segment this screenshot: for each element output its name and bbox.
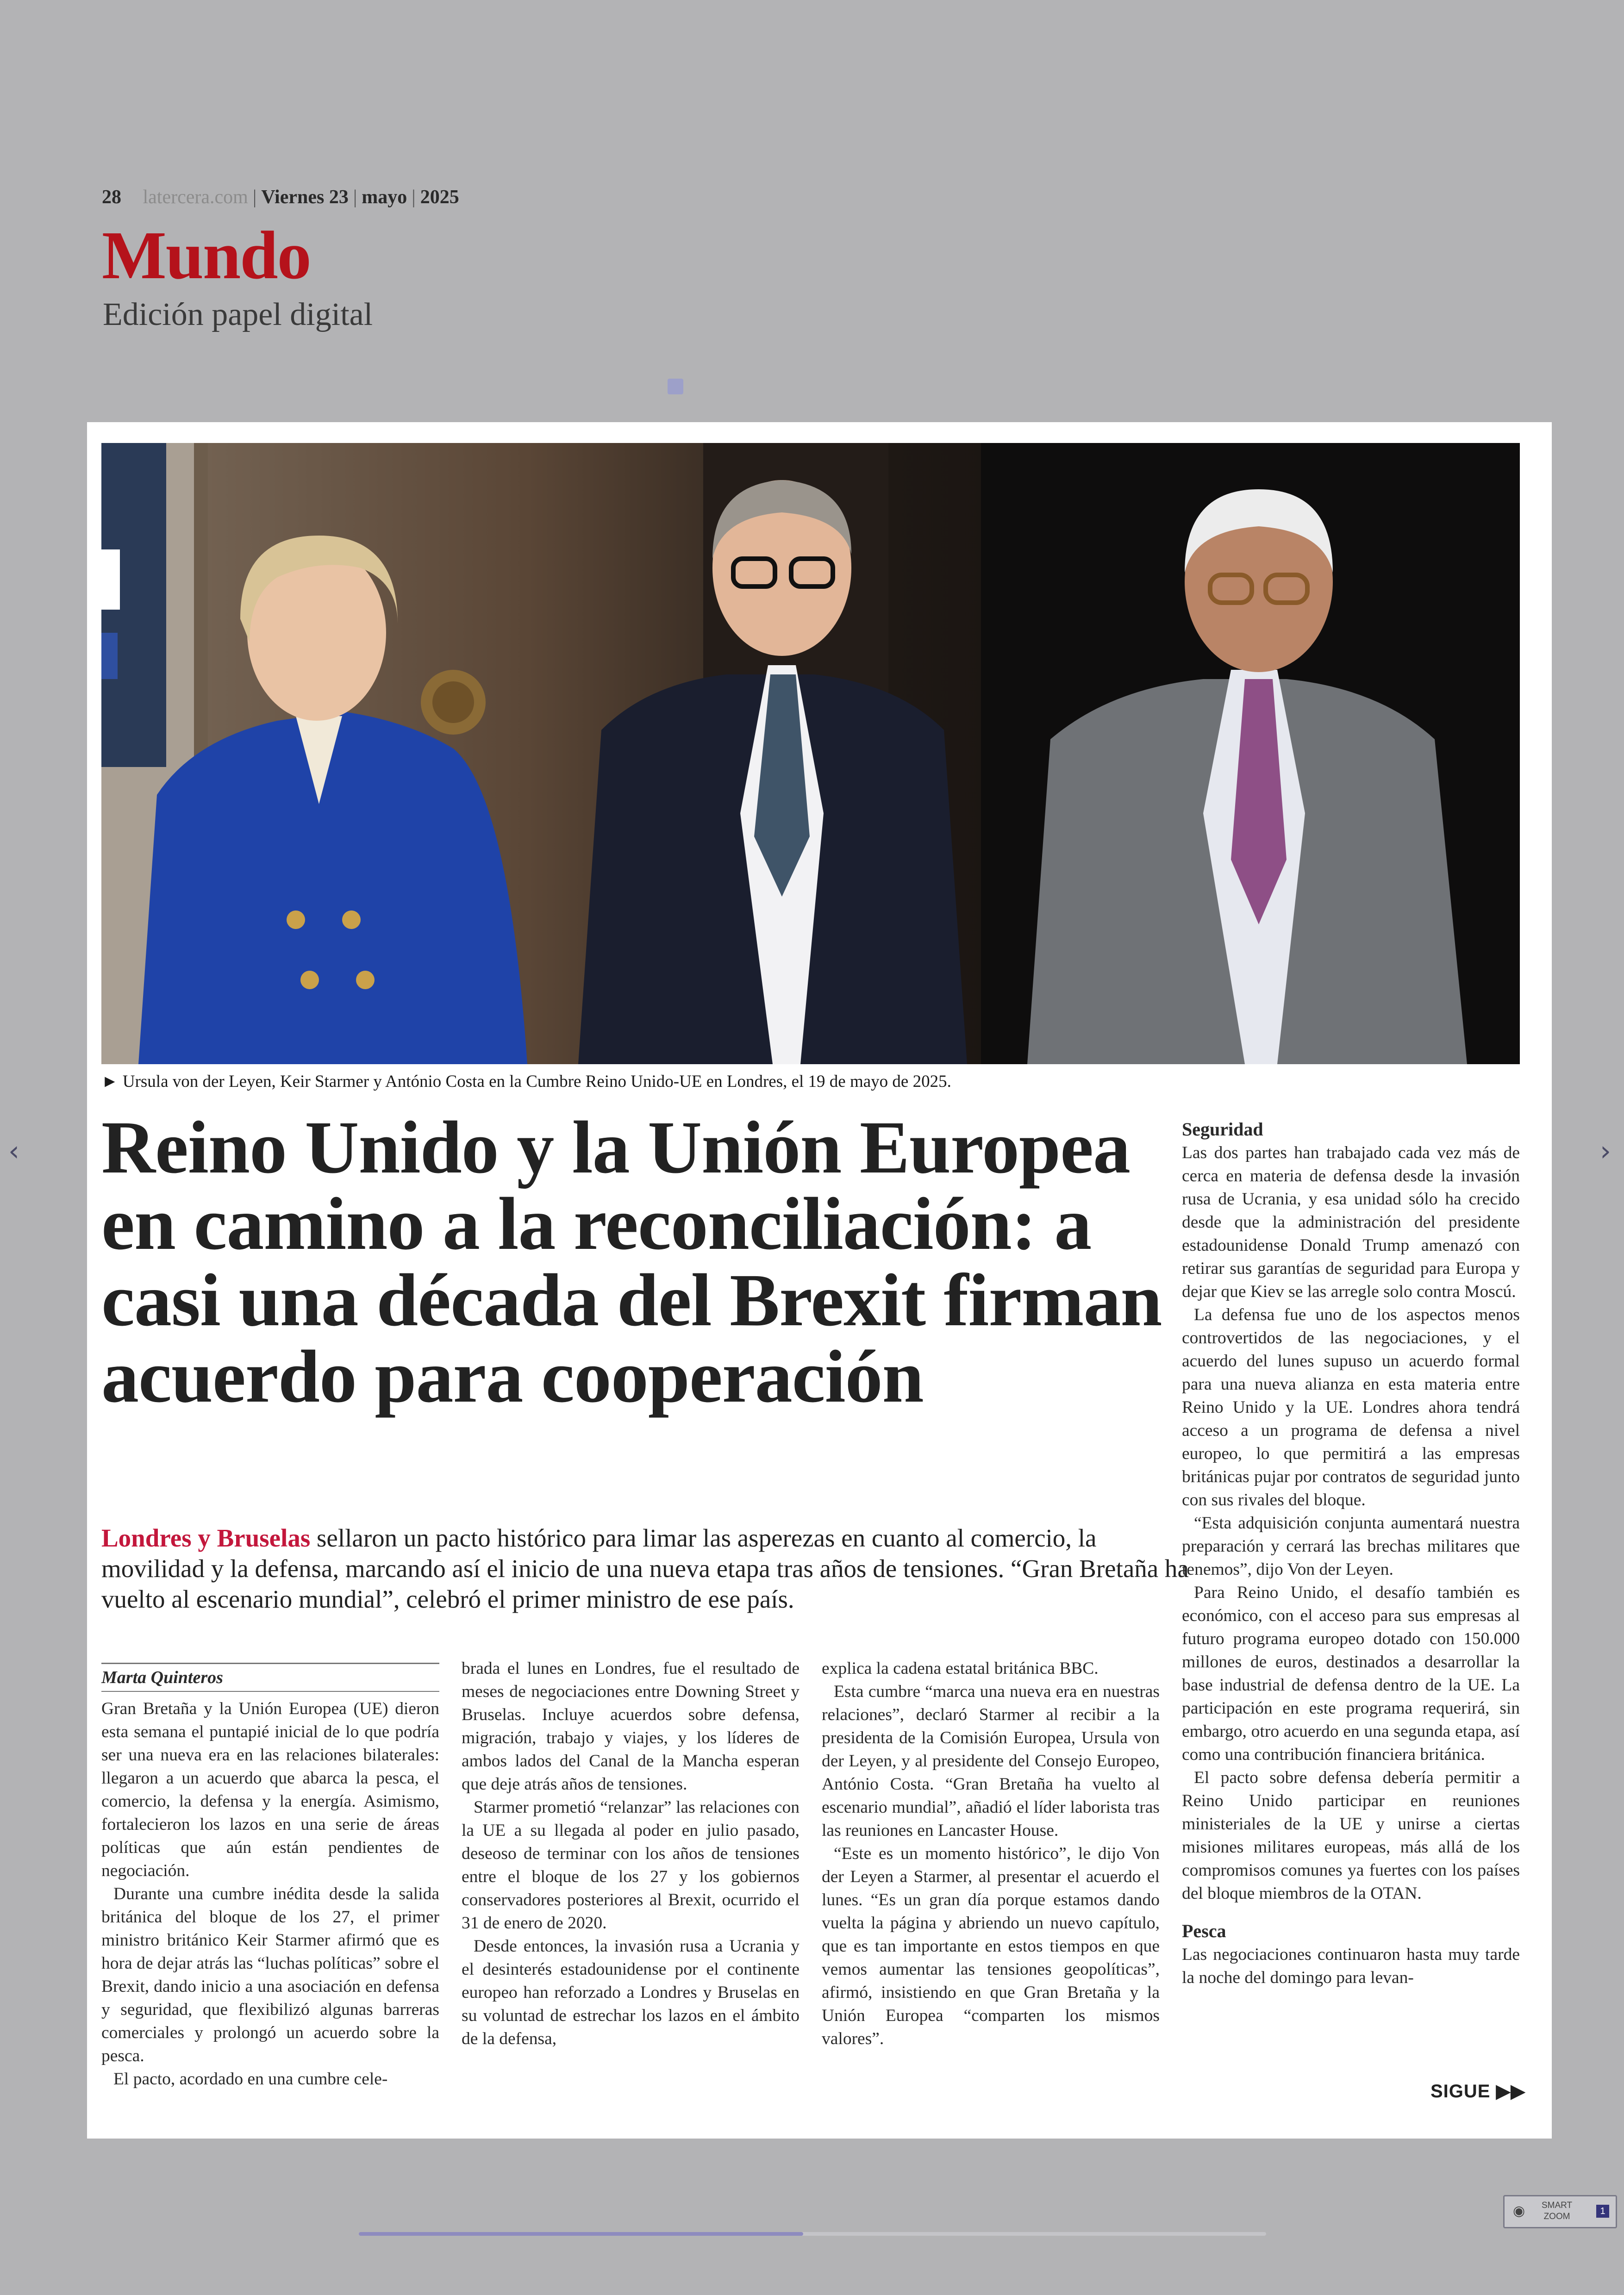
standfirst-text: sellaron un pacto histórico para limar las asperezas en cuanto al comercio, la movilidad y la defensa, marcando así el inicio de una nueva etapa tras años de tensiones. “Gran Bretaña ha vuelto al escenario mundial”, celebró el primer ministro de ese país. <box>101 1524 1189 1613</box>
paragraph: La defensa fue uno de los aspectos menos controvertidos de las negociaciones, y el acuerdo del lunes supuso un acuerdo formal para una nueva alianza en esta materia entre Reino Unido y la UE. Londres ahora tendrá acceso a un programa de defensa a nivel europeo, lo que permitirá a las empresas británicas pujar por contratos de seguridad junto con sus rivales del bloque. <box>1182 1305 1520 1509</box>
photo-caption: ► Ursula von der Leyen, Keir Starmer y António Costa en la Cumbre Reino Unido-UE en Londres, el 19 de mayo de 2025. <box>101 1072 951 1091</box>
previous-page-button[interactable]: ‹ <box>8 1135 19 1167</box>
paragraph: Para Reino Unido, el desafío también es económico, con el acceso para sus empresas al futuro programa europeo dotado con 150.000 millones de euros, destinados a desarrollar la base industrial de defensa dentro de la UE. La participación en este programa requerirá, sin embargo, otro acuerdo en una segunda etapa, así como una contribución financiera británica. <box>1182 1583 1520 1764</box>
paragraph: Gran Bretaña y la Unión Europea (UE) dieron esta semana el puntapié inicial de lo que podría ser una nueva era en las relaciones bilaterales: llegaron a un acuerdo que abarca la pesca, el comercio, la defensa y la energía. Asimismo, fortalecieron los lazos en una serie de áreas políticas que aún están pendientes de negociación. <box>101 1699 439 1880</box>
continue-label: SIGUE ▶▶ <box>1430 2081 1526 2102</box>
paragraph: explica la cadena estatal británica BBC. <box>822 1659 1099 1678</box>
zoom-level-badge: 1 <box>1596 2205 1609 2218</box>
newspaper-page <box>87 422 1552 2139</box>
page-number: 28 <box>102 187 121 208</box>
article-column-2 <box>462 1657 800 2051</box>
paragraph: brada el lunes en Londres, fue el resultado de meses de negociaciones entre Downing Street y Bruselas. Incluye acuerdos sobre defensa, migración, trabajo y viajes, y los líderes de ambos lados del Canal de la Mancha esperan que deje atrás años de tensiones. <box>462 1659 800 1794</box>
page-marker-icon[interactable] <box>668 379 683 394</box>
site-name: latercera.com <box>143 187 248 208</box>
date-year: 2025 <box>420 187 459 208</box>
paragraph: Las dos partes han trabajado cada vez más de cerca en materia de defensa desde la invasión rusa de Ucrania, y esa unidad sólo ha crecido desde que la administración del presidente estadounidense Donald Trump amenazó con retirar sus garantías de seguridad para Europa y dejar que Kiev se las arregle solo contra Moscú. <box>1182 1143 1520 1301</box>
smart-zoom-label: SMART ZOOM <box>1542 2201 1573 2221</box>
subhead-seguridad: Seguridad <box>1182 1119 1263 1140</box>
leaders-photo <box>101 443 1520 1064</box>
article-column-1 <box>101 1663 439 2091</box>
headline: Reino Unido y la Unión Europea en camino a la reconciliación: a casi una década del Brexit firman acuerdo para cooperación <box>101 1106 1162 1418</box>
paragraph: Las negociaciones continuaron hasta muy tarde la noche del domingo para levan- <box>1182 1945 1520 1987</box>
article-column-4 <box>1182 1117 1520 1989</box>
date-month: mayo <box>362 187 407 208</box>
standfirst-lead: Londres y Bruselas <box>101 1524 311 1552</box>
section-title: Mundo <box>102 218 311 293</box>
page-info: 28 latercera.com | Viernes 23 | mayo | 2025 <box>102 187 459 208</box>
eye-icon: ◉ <box>1513 2203 1525 2219</box>
paragraph: Durante una cumbre inédita desde la salida británica del bloque de los 27, el primer ministro británico Keir Starmer afirmó que es hora de dejar atrás las “luchas políticas” sobre el Brexit, dando inicio a una asociación en defensa y seguridad, que flexibilizó algunas barreras comerciales y prolongó un acuerdo sobre la pesca. <box>101 1884 439 2065</box>
subhead-pesca: Pesca <box>1182 1921 1226 1941</box>
paragraph: “Este es un momento histórico”, le dijo Von der Leyen a Starmer, al presentar el acuerdo el lunes. “Es un gran día porque estamos dando vuelta la página y abriendo un nuevo capítulo, que es tan importante en estos tiempos en que vemos aumentar las tensiones geopolíticas”, afirmó, insistiendo en que Gran Bretaña y la Unión Europea “comparten los mismos valores”. <box>822 1844 1160 2048</box>
byline: Marta Quinteros <box>101 1663 439 1692</box>
edition-label: Edición papel digital <box>103 297 373 332</box>
paragraph: Desde entonces, la invasión rusa a Ucrania y el desinterés estadounidense por el continente europeo han reforzado a Londres y Bruselas en su voluntad de estrechar los lazos en el ámbito de la defensa, <box>462 1937 800 2048</box>
paragraph: Starmer prometió “relanzar” las relaciones con la UE a su llegada al poder en julio pasado, deseoso de terminar con los años de tensiones entre el bloque de los 27 y los gobiernos conservadores posteriores al Brexit, ocurrido el 31 de enero de 2020. <box>462 1798 800 1933</box>
standfirst <box>101 1523 1199 1615</box>
smart-zoom-button[interactable] <box>1503 2195 1617 2228</box>
next-page-button[interactable]: › <box>1600 1135 1611 1167</box>
paragraph: Esta cumbre “marca una nueva era en nuestras relaciones”, declaró Starmer al recibir a la presidenta de la Comisión Europea, Ursula von der Leyen, y al presidente del Consejo Europeo, António Costa. “Gran Bretaña ha vuelto al escenario mundial”, añadió el líder laborista tras las reuniones en Lancaster House. <box>822 1682 1160 1840</box>
article-column-3 <box>822 1657 1160 2051</box>
page-scrollbar-thumb[interactable] <box>359 2232 803 2236</box>
paragraph: El pacto sobre defensa debería permitir a Reino Unido participar en reuniones ministeriales de la UE y unirse a ciertas misiones militares europeas, más allá de los compromisos comunes ya fuertes con los países del bloque miembros de la OTAN. <box>1182 1768 1520 1903</box>
paragraph: El pacto, acordado en una cumbre cele- <box>113 2070 388 2089</box>
paragraph: “Esta adquisición conjunta aumentará nuestra preparación y cerrará las brechas militares que tenemos”, dijo Von der Leyen. <box>1182 1514 1520 1579</box>
date-day: Viernes 23 <box>261 187 349 208</box>
